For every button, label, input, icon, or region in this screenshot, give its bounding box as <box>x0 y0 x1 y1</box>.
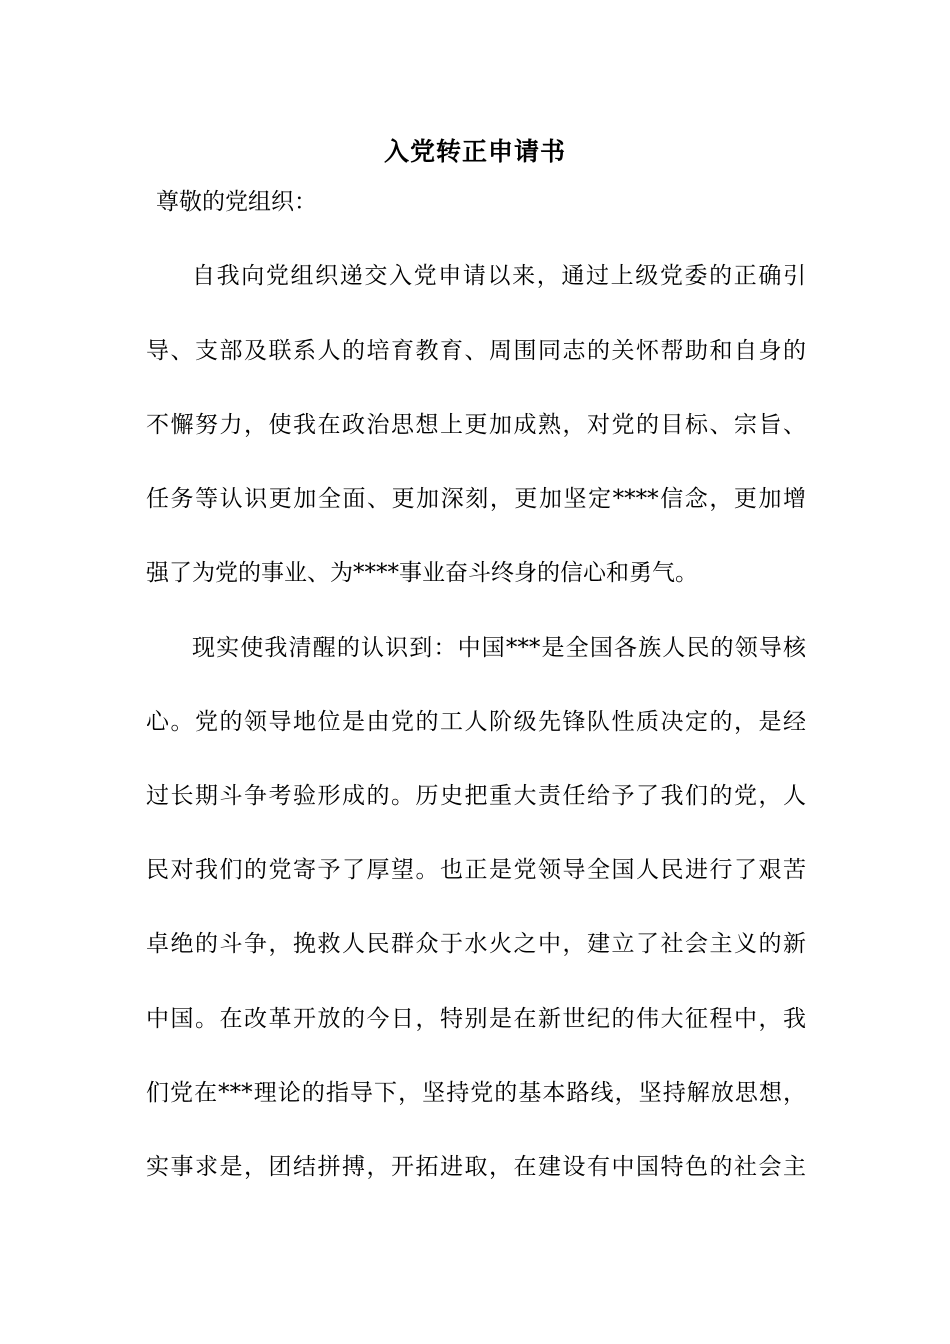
salutation: 尊敬的党组织： <box>156 189 317 215</box>
paragraph-1-line-3: 不懈努力，使我在政治思想上更加成熟，对党的目标、宗旨、 <box>146 412 806 438</box>
paragraph-1-line-5: 强了为党的事业、为****事业奋斗终身的信心和勇气。 <box>146 560 698 586</box>
paragraph-1-line-2: 导、支部及联系人的培育教育、周围同志的关怀帮助和自身的 <box>146 338 806 364</box>
paragraph-2-line-4: 民对我们的党寄予了厚望。也正是党领导全国人民进行了艰苦 <box>146 857 806 883</box>
paragraph-2-line-1: 现实使我清醒的认识到：中国***是全国各族人民的领导核 <box>192 635 806 661</box>
paragraph-1-line-4: 任务等认识更加全面、更加深刻，更加坚定****信念，更加增 <box>146 486 806 512</box>
paragraph-2-line-3: 过长期斗争考验形成的。历史把重大责任给予了我们的党，人 <box>146 783 806 809</box>
document-title: 入党转正申请书 <box>383 137 566 166</box>
paragraph-2-line-6: 中国。在改革开放的今日，特别是在新世纪的伟大征程中，我 <box>146 1006 806 1032</box>
paragraph-2-line-5: 卓绝的斗争，挽救人民群众于水火之中，建立了社会主义的新 <box>146 931 806 957</box>
paragraph-2-line-2: 心。党的领导地位是由党的工人阶级先锋队性质决定的，是经 <box>146 709 806 735</box>
paragraph-2-line-7: 们党在***理论的指导下，坚持党的基本路线，坚持解放思想， <box>146 1080 806 1106</box>
paragraph-1-line-1: 自我向党组织递交入党申请以来，通过上级党委的正确引 <box>192 263 806 289</box>
paragraph-2-line-8: 实事求是，团结拼搏，开拓进取，在建设有中国特色的社会主 <box>146 1154 806 1180</box>
